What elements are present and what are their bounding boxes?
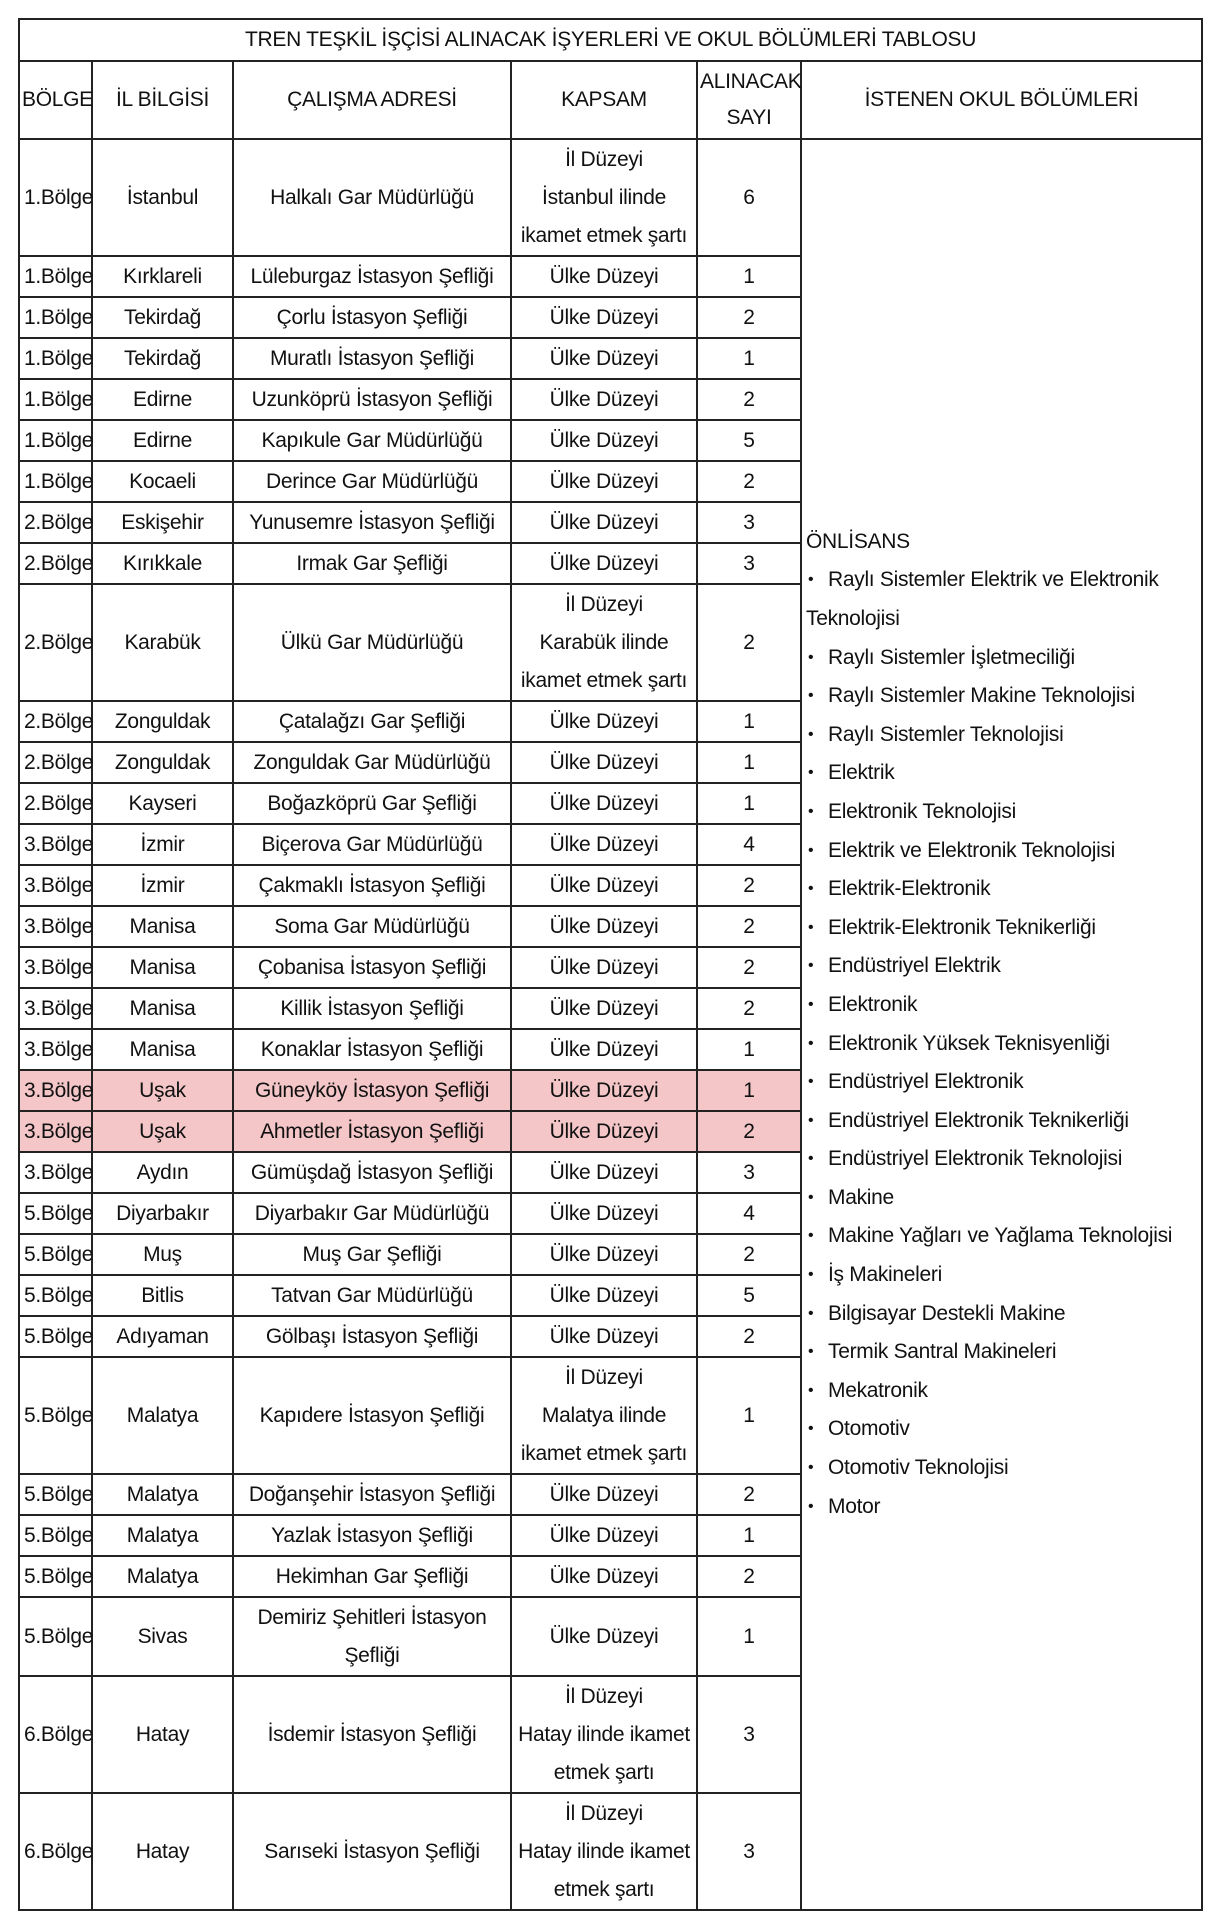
cell-sayi: 2: [697, 461, 801, 502]
cell-sayi: 3: [697, 1676, 801, 1793]
department-item-text: Otomotiv Teknolojisi: [828, 1456, 1009, 1480]
cell-kapsam: Ülke Düzeyi: [511, 461, 697, 502]
cell-sayi: 1: [697, 1597, 801, 1676]
department-item: [806, 1140, 1197, 1179]
department-item-text: Endüstriyel Elektrik: [828, 954, 1001, 978]
bullet-icon: •: [808, 1111, 814, 1129]
bullet-icon: •: [808, 1381, 814, 1399]
cell-sayi: 1: [697, 1029, 801, 1070]
cell-sayi: 2: [697, 1556, 801, 1597]
cell-adres: Kapıkule Gar Müdürlüğü: [233, 420, 511, 461]
cell-il: Kırklareli: [92, 256, 233, 297]
cell-sayi: 1: [697, 256, 801, 297]
cell-kapsam-line: İl Düzeyi: [565, 592, 643, 616]
department-item: [806, 1256, 1197, 1295]
department-item: [806, 1372, 1197, 1411]
department-item-text: Raylı Sistemler Teknolojisi: [828, 722, 1064, 746]
cell-kapsam: Ülke Düzeyi: [511, 824, 697, 865]
header-bolge: BÖLGE: [19, 61, 92, 139]
cell-bolge: 5.Bölge: [19, 1193, 92, 1234]
department-item: [806, 677, 1197, 716]
cell-adres: Yunusemre İstasyon Şefliği: [233, 502, 511, 543]
cell-sayi: 3: [697, 502, 801, 543]
department-item-text: Endüstriyel Elektronik Teknikerliği: [828, 1108, 1129, 1132]
cell-bolge: 5.Bölge: [19, 1275, 92, 1316]
cell-il: Malatya: [92, 1357, 233, 1474]
cell-bolge: 5.Bölge: [19, 1515, 92, 1556]
cell-bolge: 5.Bölge: [19, 1474, 92, 1515]
cell-il: Manisa: [92, 1029, 233, 1070]
cell-kapsam: Ülke Düzeyi: [511, 1234, 697, 1275]
cell-adres: Güneyköy İstasyon Şefliği: [233, 1070, 511, 1111]
cell-kapsam: Ülke Düzeyi: [511, 1316, 697, 1357]
cell-sayi: 3: [697, 1152, 801, 1193]
cell-sayi: 2: [697, 297, 801, 338]
cell-bolge: 2.Bölge: [19, 543, 92, 584]
header-kapsam: KAPSAM: [511, 61, 697, 139]
cell-il: Manisa: [92, 947, 233, 988]
cell-sayi: 1: [697, 1357, 801, 1474]
bullet-icon: •: [808, 687, 814, 705]
department-item: [806, 832, 1197, 871]
department-item: [806, 716, 1197, 755]
department-item-text: Raylı Sistemler Makine Teknolojisi: [828, 684, 1135, 708]
cell-kapsam-line: ikamet etmek şartı: [520, 1441, 688, 1465]
cell-sayi: 4: [697, 1193, 801, 1234]
department-item-text: Motor: [828, 1494, 881, 1518]
department-item-line: [806, 561, 1197, 600]
department-item: [806, 870, 1197, 909]
cell-kapsam: Ülke Düzeyi: [511, 988, 697, 1029]
department-item-text: Elektrik-Elektronik: [828, 877, 991, 901]
bullet-icon: •: [808, 1497, 814, 1515]
cell-adres: Muratlı İstasyon Şefliği: [233, 338, 511, 379]
cell-sayi: 2: [697, 1316, 801, 1357]
cell-sayi: 1: [697, 742, 801, 783]
cell-il: Zonguldak: [92, 742, 233, 783]
header-sayi-line1: ALINACAK: [700, 70, 802, 93]
department-item-text: Elektrik: [828, 761, 895, 785]
department-item-text: Makine Yağları ve Yağlama Teknolojisi: [828, 1224, 1173, 1248]
cell-kapsam: Ülke Düzeyi: [511, 502, 697, 543]
cell-il: Edirne: [92, 420, 233, 461]
bullet-icon: •: [808, 1420, 814, 1438]
cell-kapsam: Ülke Düzeyi: [511, 701, 697, 742]
cell-kapsam: Ülke Düzeyi: [511, 1111, 697, 1152]
cell-sayi: 2: [697, 379, 801, 420]
cell-adres: Ülkü Gar Müdürlüğü: [233, 584, 511, 701]
cell-il: Muş: [92, 1234, 233, 1275]
cell-adres: Irmak Gar Şefliği: [233, 543, 511, 584]
cell-kapsam: [511, 1357, 697, 1474]
bullet-icon: •: [808, 841, 814, 859]
cell-kapsam: [511, 139, 697, 256]
bullet-icon: •: [808, 725, 814, 743]
cell-kapsam: Ülke Düzeyi: [511, 1556, 697, 1597]
cell-kapsam-line: İl Düzeyi: [565, 1365, 643, 1389]
department-item-continuation: Teknolojisi: [806, 606, 900, 630]
cell-il: Zonguldak: [92, 701, 233, 742]
cell-adres-line: Şefliği: [344, 1643, 400, 1667]
cell-il: İzmir: [92, 824, 233, 865]
cell-kapsam-line: Karabük ilinde: [539, 630, 669, 654]
cell-adres: İsdemir İstasyon Şefliği: [233, 1676, 511, 1793]
cell-kapsam: Ülke Düzeyi: [511, 1515, 697, 1556]
cell-kapsam-line: Malatya ilinde: [541, 1403, 667, 1427]
department-item-text: Raylı Sistemler Elektrik ve Elektronik: [828, 568, 1159, 592]
department-item-text: Mekatronik: [828, 1378, 928, 1402]
cell-kapsam: Ülke Düzeyi: [511, 256, 697, 297]
cell-adres: Uzunköprü İstasyon Şefliği: [233, 379, 511, 420]
cell-bolge: 2.Bölge: [19, 742, 92, 783]
cell-kapsam: Ülke Düzeyi: [511, 1152, 697, 1193]
bullet-icon: •: [808, 1343, 814, 1361]
bullet-icon: •: [808, 1150, 814, 1168]
cell-kapsam: Ülke Düzeyi: [511, 906, 697, 947]
header-il: İL BİLGİSİ: [92, 61, 233, 139]
departments-cell: [801, 139, 1202, 1910]
cell-kapsam-line: ikamet etmek şartı: [520, 223, 688, 247]
department-item-text: Termik Santral Makineleri: [828, 1340, 1057, 1364]
department-item: [806, 1333, 1197, 1372]
cell-kapsam-line: İl Düzeyi: [565, 147, 643, 171]
department-item: [806, 639, 1197, 678]
cell-il: Adıyaman: [92, 1316, 233, 1357]
bullet-icon: •: [808, 1459, 814, 1477]
cell-il: Uşak: [92, 1070, 233, 1111]
department-item: [806, 909, 1197, 948]
cell-sayi: 3: [697, 1793, 801, 1910]
department-item: [806, 1488, 1197, 1527]
cell-bolge: 1.Bölge: [19, 420, 92, 461]
cell-il: Tekirdağ: [92, 338, 233, 379]
cell-kapsam: Ülke Düzeyi: [511, 865, 697, 906]
department-item-text: Elektronik: [828, 992, 918, 1016]
cell-kapsam-line: Hatay ilinde ikamet: [518, 1722, 690, 1746]
bullet-icon: •: [808, 1034, 814, 1052]
cell-bolge: 3.Bölge: [19, 947, 92, 988]
cell-adres: Konaklar İstasyon Şefliği: [233, 1029, 511, 1070]
cell-bolge: 3.Bölge: [19, 1111, 92, 1152]
cell-il: Hatay: [92, 1793, 233, 1910]
cell-kapsam: Ülke Düzeyi: [511, 1275, 697, 1316]
cell-sayi: 2: [697, 1474, 801, 1515]
bullet-icon: •: [808, 802, 814, 820]
cell-il: Bitlis: [92, 1275, 233, 1316]
department-item: [806, 1102, 1197, 1141]
cell-bolge: 3.Bölge: [19, 1029, 92, 1070]
departments-heading: ÖNLİSANS: [806, 529, 910, 553]
cell-bolge: 1.Bölge: [19, 338, 92, 379]
cell-bolge: 5.Bölge: [19, 1234, 92, 1275]
department-item: [806, 1063, 1197, 1102]
cell-bolge: 3.Bölge: [19, 865, 92, 906]
department-item-text: Makine: [828, 1185, 894, 1209]
department-item: [806, 1295, 1197, 1334]
department-item: [806, 754, 1197, 793]
department-item-text: İş Makineleri: [828, 1263, 942, 1287]
cell-kapsam: Ülke Düzeyi: [511, 379, 697, 420]
cell-il: Aydın: [92, 1152, 233, 1193]
bullet-icon: •: [808, 1266, 814, 1284]
cell-sayi: 3: [697, 543, 801, 584]
cell-adres: Tatvan Gar Müdürlüğü: [233, 1275, 511, 1316]
cell-adres: Gümüşdağ İstasyon Şefliği: [233, 1152, 511, 1193]
cell-bolge: 5.Bölge: [19, 1597, 92, 1676]
cell-adres: Çakmaklı İstasyon Şefliği: [233, 865, 511, 906]
department-item: [806, 1025, 1197, 1064]
cell-sayi: 2: [697, 988, 801, 1029]
cell-adres: [233, 1597, 511, 1676]
cell-il: İzmir: [92, 865, 233, 906]
department-item-text: Elektronik Yüksek Teknisyenliği: [828, 1031, 1110, 1055]
cell-kapsam-line: etmek şartı: [553, 1760, 655, 1784]
cell-sayi: 2: [697, 1234, 801, 1275]
cell-sayi: 1: [697, 338, 801, 379]
bullet-icon: •: [808, 764, 814, 782]
cell-sayi: 2: [697, 906, 801, 947]
cell-kapsam: [511, 1676, 697, 1793]
cell-kapsam-line: İstanbul ilinde: [542, 185, 666, 209]
cell-kapsam: Ülke Düzeyi: [511, 742, 697, 783]
cell-sayi: 1: [697, 1515, 801, 1556]
cell-kapsam: Ülke Düzeyi: [511, 1029, 697, 1070]
cell-adres-line: Demiriz Şehitleri İstasyon: [257, 1605, 487, 1629]
cell-sayi: 2: [697, 584, 801, 701]
department-item: [806, 1410, 1197, 1449]
department-item: [806, 947, 1197, 986]
bullet-icon: •: [808, 1073, 814, 1091]
bullet-icon: •: [808, 1304, 814, 1322]
cell-il: Kocaeli: [92, 461, 233, 502]
cell-sayi: 2: [697, 947, 801, 988]
cell-bolge: 2.Bölge: [19, 701, 92, 742]
cell-sayi: 1: [697, 1070, 801, 1111]
cell-kapsam-line: etmek şartı: [553, 1877, 655, 1901]
cell-kapsam: [511, 584, 697, 701]
cell-il: Sivas: [92, 1597, 233, 1676]
cell-sayi: 1: [697, 783, 801, 824]
department-item: [806, 1179, 1197, 1218]
department-item: [806, 1449, 1197, 1488]
cell-kapsam: Ülke Düzeyi: [511, 947, 697, 988]
department-item: [806, 793, 1197, 832]
cell-adres: Ahmetler İstasyon Şefliği: [233, 1111, 511, 1152]
cell-il: Manisa: [92, 906, 233, 947]
cell-bolge: 5.Bölge: [19, 1357, 92, 1474]
cell-kapsam-line: ikamet etmek şartı: [520, 668, 688, 692]
cell-adres: Kapıdere İstasyon Şefliği: [233, 1357, 511, 1474]
cell-bolge: 6.Bölge: [19, 1793, 92, 1910]
cell-kapsam-line: İl Düzeyi: [565, 1801, 643, 1825]
cell-sayi: 4: [697, 824, 801, 865]
header-bolumler: İSTENEN OKUL BÖLÜMLERİ: [801, 61, 1202, 139]
header-row: [19, 61, 1202, 139]
recruitment-table-sheet: [18, 18, 1201, 1911]
cell-kapsam-line: Hatay ilinde ikamet: [518, 1839, 690, 1863]
cell-kapsam: Ülke Düzeyi: [511, 297, 697, 338]
cell-bolge: 1.Bölge: [19, 461, 92, 502]
cell-bolge: 1.Bölge: [19, 379, 92, 420]
cell-il: Kayseri: [92, 783, 233, 824]
cell-bolge: 3.Bölge: [19, 1152, 92, 1193]
cell-adres: Lüleburgaz İstasyon Şefliği: [233, 256, 511, 297]
header-adres: ÇALIŞMA ADRESİ: [233, 61, 511, 139]
cell-sayi: 1: [697, 701, 801, 742]
bullet-icon: •: [808, 1188, 814, 1206]
cell-adres: Doğanşehir İstasyon Şefliği: [233, 1474, 511, 1515]
bullet-icon: •: [808, 648, 814, 666]
cell-sayi: 5: [697, 1275, 801, 1316]
cell-kapsam: Ülke Düzeyi: [511, 783, 697, 824]
cell-adres: Çatalağzı Gar Şefliği: [233, 701, 511, 742]
cell-adres: Yazlak İstasyon Şefliği: [233, 1515, 511, 1556]
cell-bolge: 5.Bölge: [19, 1556, 92, 1597]
department-item: [806, 986, 1197, 1025]
bullet-icon: •: [808, 1227, 814, 1245]
cell-sayi: 5: [697, 420, 801, 461]
cell-sayi: 6: [697, 139, 801, 256]
cell-bolge: 1.Bölge: [19, 139, 92, 256]
cell-bolge: 1.Bölge: [19, 297, 92, 338]
cell-kapsam: Ülke Düzeyi: [511, 1597, 697, 1676]
cell-il: Manisa: [92, 988, 233, 1029]
cell-kapsam: Ülke Düzeyi: [511, 1070, 697, 1111]
cell-sayi: 2: [697, 1111, 801, 1152]
cell-kapsam: Ülke Düzeyi: [511, 1193, 697, 1234]
cell-il: Malatya: [92, 1515, 233, 1556]
cell-adres: Boğazköprü Gar Şefliği: [233, 783, 511, 824]
cell-il: Kırıkkale: [92, 543, 233, 584]
cell-bolge: 2.Bölge: [19, 783, 92, 824]
cell-il: Malatya: [92, 1556, 233, 1597]
departments-list: [806, 561, 1197, 1526]
department-item-text: Raylı Sistemler İşletmeciliği: [828, 645, 1075, 669]
bullet-icon: •: [808, 880, 814, 898]
cell-sayi: 2: [697, 865, 801, 906]
cell-il: Eskişehir: [92, 502, 233, 543]
cell-kapsam: Ülke Düzeyi: [511, 1474, 697, 1515]
bullet-icon: •: [808, 995, 814, 1013]
department-item-text: Elektronik Teknolojisi: [828, 799, 1016, 823]
cell-bolge: 3.Bölge: [19, 906, 92, 947]
cell-kapsam: Ülke Düzeyi: [511, 420, 697, 461]
cell-adres: Halkalı Gar Müdürlüğü: [233, 139, 511, 256]
cell-il: Malatya: [92, 1474, 233, 1515]
department-item-text: Endüstriyel Elektronik: [828, 1070, 1024, 1094]
cell-adres: Hekimhan Gar Şefliği: [233, 1556, 511, 1597]
department-item-text: Bilgisayar Destekli Makine: [828, 1301, 1066, 1325]
cell-bolge: 2.Bölge: [19, 502, 92, 543]
department-item-text: Elektrik-Elektronik Teknikerliği: [828, 915, 1096, 939]
cell-adres: Derince Gar Müdürlüğü: [233, 461, 511, 502]
cell-il: Edirne: [92, 379, 233, 420]
cell-adres: Soma Gar Müdürlüğü: [233, 906, 511, 947]
cell-adres: Killik İstasyon Şefliği: [233, 988, 511, 1029]
cell-kapsam: Ülke Düzeyi: [511, 543, 697, 584]
bullet-icon: •: [808, 918, 814, 936]
cell-bolge: 3.Bölge: [19, 824, 92, 865]
cell-kapsam: Ülke Düzeyi: [511, 338, 697, 379]
header-sayi-line2: SAYI: [726, 106, 772, 129]
cell-kapsam: [511, 1793, 697, 1910]
header-sayi: [697, 61, 801, 139]
cell-bolge: 2.Bölge: [19, 584, 92, 701]
table-title: TREN TEŞKİL İŞÇİSİ ALINACAK İŞYERLERİ VE OKUL BÖLÜMLERİ TABLOSU: [19, 19, 1202, 61]
department-item-text: Elektrik ve Elektronik Teknolojisi: [828, 838, 1116, 862]
bullet-icon: •: [808, 957, 814, 975]
department-item: [806, 1217, 1197, 1256]
cell-bolge: 3.Bölge: [19, 1070, 92, 1111]
cell-bolge: 6.Bölge: [19, 1676, 92, 1793]
cell-il: Karabük: [92, 584, 233, 701]
department-item-text: Endüstriyel Elektronik Teknolojisi: [828, 1147, 1123, 1171]
cell-il: Diyarbakır: [92, 1193, 233, 1234]
cell-bolge: 5.Bölge: [19, 1316, 92, 1357]
table-row: [19, 139, 1202, 256]
department-item-text: Otomotiv: [828, 1417, 910, 1441]
cell-adres: Gölbaşı İstasyon Şefliği: [233, 1316, 511, 1357]
cell-il: Tekirdağ: [92, 297, 233, 338]
cell-adres: Çorlu İstasyon Şefliği: [233, 297, 511, 338]
cell-adres: Muş Gar Şefliği: [233, 1234, 511, 1275]
cell-il: Hatay: [92, 1676, 233, 1793]
recruitment-table: [18, 18, 1203, 1911]
cell-il: Uşak: [92, 1111, 233, 1152]
cell-adres: Diyarbakır Gar Müdürlüğü: [233, 1193, 511, 1234]
cell-adres: Çobanisa İstasyon Şefliği: [233, 947, 511, 988]
cell-bolge: 1.Bölge: [19, 256, 92, 297]
cell-il: İstanbul: [92, 139, 233, 256]
cell-adres: Zonguldak Gar Müdürlüğü: [233, 742, 511, 783]
bullet-icon: •: [808, 571, 814, 589]
cell-kapsam-line: İl Düzeyi: [565, 1684, 643, 1708]
cell-adres: Sarıseki İstasyon Şefliği: [233, 1793, 511, 1910]
department-item: [806, 561, 1197, 638]
cell-adres: Biçerova Gar Müdürlüğü: [233, 824, 511, 865]
cell-bolge: 3.Bölge: [19, 988, 92, 1029]
